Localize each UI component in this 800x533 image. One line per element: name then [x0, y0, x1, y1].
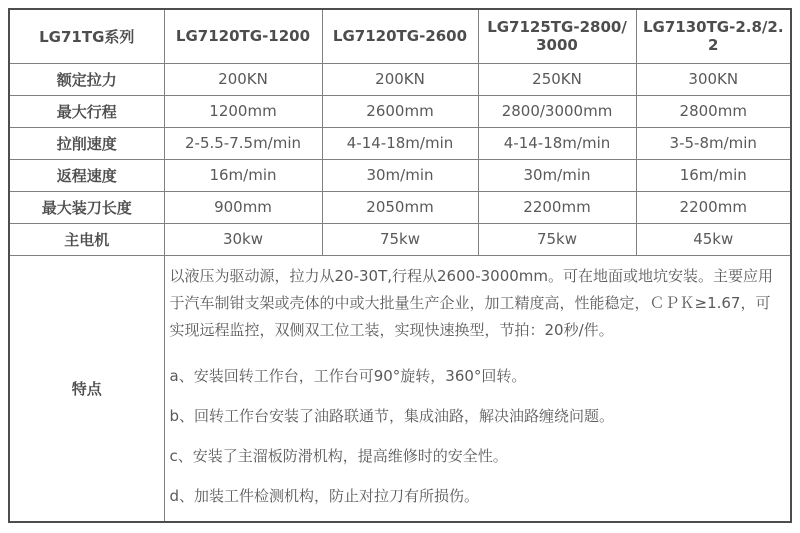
spec-value-cell: 2200mm — [478, 191, 636, 223]
model-header-cell-3: LG7125TG-2800/3000 — [478, 9, 636, 63]
table-row-max-stroke — [9, 95, 791, 127]
features-label: 特点 — [9, 255, 164, 522]
spec-value-cell: 2050mm — [322, 191, 478, 223]
spec-row-label: 拉削速度 — [9, 127, 164, 159]
model-header-cell-1: LG7120TG-1200 — [164, 9, 322, 63]
features-item-b: b、回转工作台安装了油路联通节，集成油路，解决油路缠绕问题。 — [169, 406, 615, 425]
spec-value-cell: 75kw — [322, 223, 478, 255]
spec-value-cell: 200KN — [164, 63, 322, 95]
model-header-cell-4: LG7130TG-2.8/2.2 — [636, 9, 791, 63]
spec-value-cell: 250KN — [478, 63, 636, 95]
spec-value-cell: 75kw — [478, 223, 636, 255]
features-item-d: d、加装工件检测机构，防止对拉刀有所损伤。 — [169, 486, 480, 505]
features-item-c: c、安装了主溜板防滑机构，提高维修时的安全性。 — [169, 446, 508, 465]
spec-value-cell: 2800mm — [636, 95, 791, 127]
spec-value-cell: 2800/3000mm — [478, 95, 636, 127]
spec-value-cell: 2-5.5-7.5m/min — [164, 127, 322, 159]
features-cell — [164, 255, 791, 522]
series-header-cell: LG71TG系列 — [9, 9, 164, 63]
spec-value-cell: 45kw — [636, 223, 791, 255]
spec-value-cell: 3-5-8m/min — [636, 127, 791, 159]
spec-row-label: 最大行程 — [9, 95, 164, 127]
spec-value-cell: 16m/min — [636, 159, 791, 191]
features-item-a: a、安装回转工作台，工作台可90°旋转，360°回转。 — [169, 366, 527, 385]
spec-value-cell: 2600mm — [322, 95, 478, 127]
spec-row-label: 主电机 — [9, 223, 164, 255]
spec-value-cell: 2200mm — [636, 191, 791, 223]
table-row-return-speed — [9, 159, 791, 191]
header-row — [9, 9, 791, 63]
table-row-max-tool-length — [9, 191, 791, 223]
model-header-cell-2: LG7120TG-2600 — [322, 9, 478, 63]
table-row-rated-pull — [9, 63, 791, 95]
spec-value-cell: 30m/min — [478, 159, 636, 191]
spec-value-cell: 300KN — [636, 63, 791, 95]
table-row-features — [9, 255, 791, 522]
spec-value-cell: 1200mm — [164, 95, 322, 127]
spec-value-cell: 900mm — [164, 191, 322, 223]
spec-value-cell: 30m/min — [322, 159, 478, 191]
spec-row-label: 最大装刀长度 — [9, 191, 164, 223]
spec-value-cell: 30kw — [164, 223, 322, 255]
spec-value-cell: 200KN — [322, 63, 478, 95]
spec-value-cell: 16m/min — [164, 159, 322, 191]
spec-table — [8, 8, 792, 523]
spec-row-label: 额定拉力 — [9, 63, 164, 95]
spec-value-cell: 4-14-18m/min — [478, 127, 636, 159]
table-row-broaching-speed — [9, 127, 791, 159]
features-intro: 以液压为驱动源，拉力从20-30T,行程从2600-3000mm。可在地面或地坑安装。主要应用于汽车制钳支架或壳体的中或大批量生产企业，加工精度高，性能稳定，ＣＰＫ≥1.67，可实现远程监控，双侧双工位工装，实现快速换型，节拍：20秒/件。 — [169, 266, 774, 339]
table-row-main-motor — [9, 223, 791, 255]
spec-row-label: 返程速度 — [9, 159, 164, 191]
spec-value-cell: 4-14-18m/min — [322, 127, 478, 159]
